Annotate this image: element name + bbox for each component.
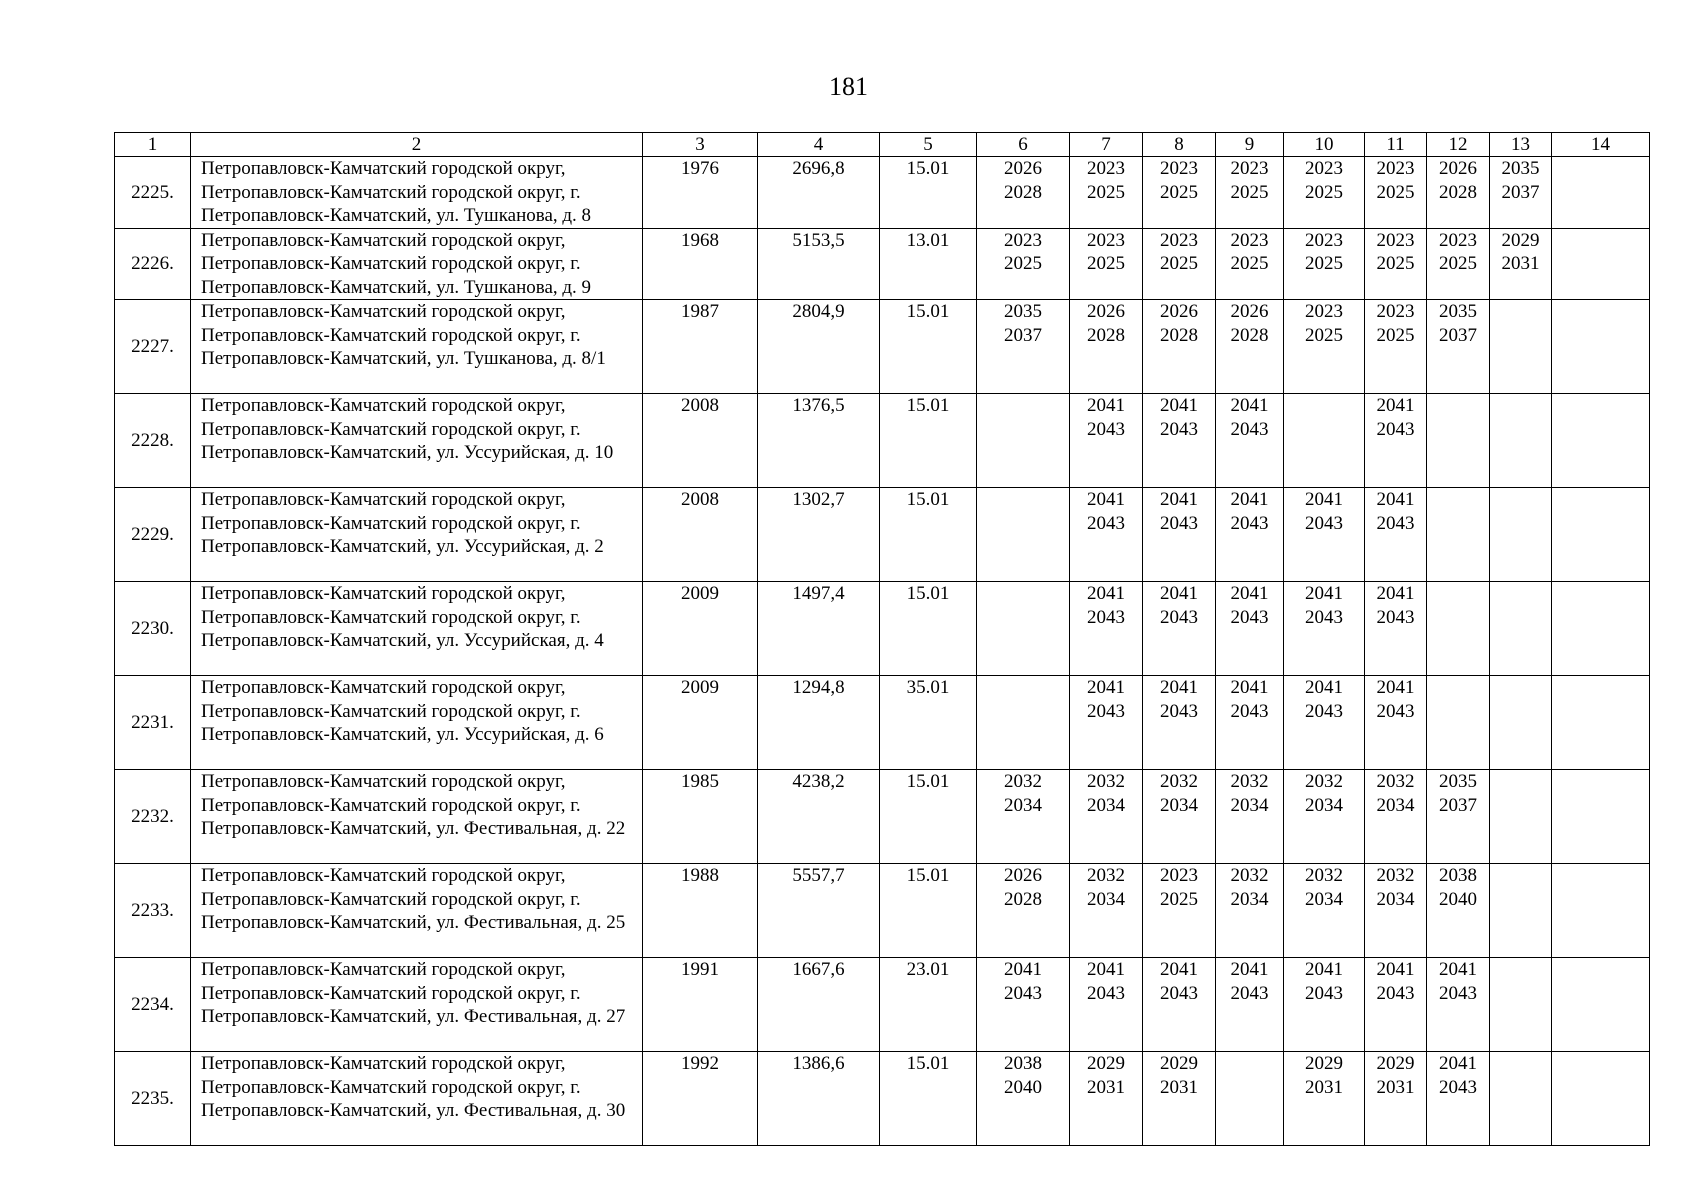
period-cell-11: 2041 2043	[1365, 676, 1427, 770]
area-cell: 1376,5	[758, 394, 880, 488]
registry-table	[114, 132, 1650, 1146]
year-cell: 2009	[643, 582, 758, 676]
period-cell-8: 2023 2025	[1143, 864, 1216, 958]
period-cell-6: 2038 2040	[977, 1052, 1070, 1146]
header-cell: 3	[643, 133, 758, 157]
period-cell-10: 2041 2043	[1284, 958, 1365, 1052]
row-number: 2228.	[115, 394, 191, 488]
row-number: 2235.	[115, 1052, 191, 1146]
address-cell: Петропавловск-Камчатский городской округ, Петропавловск-Камчатский городской округ, г. Петропавловск-Камчатский, ул. Тушканова, д. 9	[191, 228, 643, 300]
header-cell: 7	[1070, 133, 1143, 157]
period-cell-13: 2035 2037	[1490, 157, 1552, 229]
period-cell-6: 2035 2037	[977, 300, 1070, 394]
period-cell-13	[1490, 582, 1552, 676]
period-cell-9: 2032 2034	[1216, 770, 1284, 864]
address-cell: Петропавловск-Камчатский городской округ, Петропавловск-Камчатский городской округ, г. Петропавловск-Камчатский, ул. Тушканова, д. 8/1	[191, 300, 643, 394]
period-cell-9: 2041 2043	[1216, 394, 1284, 488]
year-cell: 2008	[643, 394, 758, 488]
area-cell: 2804,9	[758, 300, 880, 394]
period-cell-14	[1552, 1052, 1650, 1146]
period-cell-8: 2026 2028	[1143, 300, 1216, 394]
period-cell-8: 2041 2043	[1143, 488, 1216, 582]
period-cell-14	[1552, 300, 1650, 394]
header-cell: 11	[1365, 133, 1427, 157]
address-cell: Петропавловск-Камчатский городской округ, Петропавловск-Камчатский городской округ, г. Петропавловск-Камчатский, ул. Уссурийская, д. 2	[191, 488, 643, 582]
area-cell: 1386,6	[758, 1052, 880, 1146]
period-cell-13	[1490, 958, 1552, 1052]
period-cell-9: 2032 2034	[1216, 864, 1284, 958]
period-cell-10: 2032 2034	[1284, 864, 1365, 958]
code-cell: 15.01	[880, 157, 977, 229]
address-cell: Петропавловск-Камчатский городской округ, Петропавловск-Камчатский городской округ, г. Петропавловск-Камчатский, ул. Тушканова, д. 8	[191, 157, 643, 229]
code-cell: 15.01	[880, 394, 977, 488]
header-cell: 4	[758, 133, 880, 157]
header-row	[115, 133, 1650, 157]
table-row	[115, 958, 1650, 1052]
period-cell-7: 2041 2043	[1070, 394, 1143, 488]
period-cell-7: 2032 2034	[1070, 864, 1143, 958]
address-cell: Петропавловск-Камчатский городской округ, Петропавловск-Камчатский городской округ, г. Петропавловск-Камчатский, ул. Фестивальная, д. 22	[191, 770, 643, 864]
row-number: 2233.	[115, 864, 191, 958]
period-cell-11: 2029 2031	[1365, 1052, 1427, 1146]
period-cell-11: 2032 2034	[1365, 770, 1427, 864]
period-cell-11: 2032 2034	[1365, 864, 1427, 958]
period-cell-14	[1552, 488, 1650, 582]
period-cell-10: 2032 2034	[1284, 770, 1365, 864]
header-cell: 8	[1143, 133, 1216, 157]
table-body	[115, 157, 1650, 1146]
period-cell-6	[977, 488, 1070, 582]
period-cell-9: 2023 2025	[1216, 157, 1284, 229]
area-cell: 4238,2	[758, 770, 880, 864]
row-number: 2229.	[115, 488, 191, 582]
code-cell: 15.01	[880, 488, 977, 582]
year-cell: 1985	[643, 770, 758, 864]
period-cell-13	[1490, 770, 1552, 864]
period-cell-8: 2032 2034	[1143, 770, 1216, 864]
period-cell-6: 2032 2034	[977, 770, 1070, 864]
period-cell-11: 2023 2025	[1365, 157, 1427, 229]
table-row	[115, 488, 1650, 582]
period-cell-10: 2023 2025	[1284, 300, 1365, 394]
code-cell: 15.01	[880, 1052, 977, 1146]
period-cell-8: 2029 2031	[1143, 1052, 1216, 1146]
code-cell: 15.01	[880, 864, 977, 958]
period-cell-7: 2026 2028	[1070, 300, 1143, 394]
address-cell: Петропавловск-Камчатский городской округ, Петропавловск-Камчатский городской округ, г. Петропавловск-Камчатский, ул. Фестивальная, д. 30	[191, 1052, 643, 1146]
row-number: 2226.	[115, 228, 191, 300]
area-cell: 1497,4	[758, 582, 880, 676]
table-row	[115, 300, 1650, 394]
code-cell: 15.01	[880, 300, 977, 394]
table-header	[115, 133, 1650, 157]
header-cell: 5	[880, 133, 977, 157]
period-cell-14	[1552, 676, 1650, 770]
period-cell-8: 2023 2025	[1143, 228, 1216, 300]
period-cell-14	[1552, 582, 1650, 676]
period-cell-11: 2023 2025	[1365, 300, 1427, 394]
year-cell: 1976	[643, 157, 758, 229]
period-cell-12: 2035 2037	[1427, 770, 1490, 864]
period-cell-12	[1427, 394, 1490, 488]
code-cell: 15.01	[880, 770, 977, 864]
header-cell: 10	[1284, 133, 1365, 157]
year-cell: 2009	[643, 676, 758, 770]
period-cell-10: 2041 2043	[1284, 582, 1365, 676]
period-cell-10: 2023 2025	[1284, 228, 1365, 300]
period-cell-13	[1490, 394, 1552, 488]
period-cell-12: 2023 2025	[1427, 228, 1490, 300]
table-row	[115, 864, 1650, 958]
period-cell-6	[977, 582, 1070, 676]
header-cell: 13	[1490, 133, 1552, 157]
table-row	[115, 228, 1650, 300]
period-cell-8: 2041 2043	[1143, 676, 1216, 770]
row-number: 2230.	[115, 582, 191, 676]
table-row	[115, 676, 1650, 770]
period-cell-13: 2029 2031	[1490, 228, 1552, 300]
period-cell-12: 2026 2028	[1427, 157, 1490, 229]
period-cell-11: 2041 2043	[1365, 488, 1427, 582]
period-cell-6: 2041 2043	[977, 958, 1070, 1052]
period-cell-7: 2041 2043	[1070, 488, 1143, 582]
period-cell-12	[1427, 488, 1490, 582]
code-cell: 13.01	[880, 228, 977, 300]
year-cell: 1992	[643, 1052, 758, 1146]
period-cell-9: 2023 2025	[1216, 228, 1284, 300]
period-cell-6	[977, 394, 1070, 488]
address-cell: Петропавловск-Камчатский городской округ, Петропавловск-Камчатский городской округ, г. Петропавловск-Камчатский, ул. Уссурийская, д. 10	[191, 394, 643, 488]
address-cell: Петропавловск-Камчатский городской округ, Петропавловск-Камчатский городской округ, г. Петропавловск-Камчатский, ул. Уссурийская, д. 4	[191, 582, 643, 676]
header-cell: 14	[1552, 133, 1650, 157]
area-cell: 5153,5	[758, 228, 880, 300]
period-cell-7: 2023 2025	[1070, 228, 1143, 300]
period-cell-9: 2041 2043	[1216, 582, 1284, 676]
header-cell: 2	[191, 133, 643, 157]
row-number: 2234.	[115, 958, 191, 1052]
period-cell-9: 2041 2043	[1216, 676, 1284, 770]
year-cell: 2008	[643, 488, 758, 582]
period-cell-14	[1552, 394, 1650, 488]
table-row	[115, 394, 1650, 488]
period-cell-9: 2026 2028	[1216, 300, 1284, 394]
period-cell-8: 2041 2043	[1143, 582, 1216, 676]
period-cell-10	[1284, 394, 1365, 488]
period-cell-6: 2026 2028	[977, 864, 1070, 958]
period-cell-14	[1552, 157, 1650, 229]
period-cell-10: 2041 2043	[1284, 488, 1365, 582]
period-cell-12: 2041 2043	[1427, 1052, 1490, 1146]
row-number: 2231.	[115, 676, 191, 770]
address-cell: Петропавловск-Камчатский городской округ, Петропавловск-Камчатский городской округ, г. Петропавловск-Камчатский, ул. Уссурийская, д. 6	[191, 676, 643, 770]
period-cell-13	[1490, 300, 1552, 394]
area-cell: 5557,7	[758, 864, 880, 958]
table-row	[115, 157, 1650, 229]
header-cell: 1	[115, 133, 191, 157]
table-row	[115, 582, 1650, 676]
period-cell-10: 2029 2031	[1284, 1052, 1365, 1146]
period-cell-14	[1552, 958, 1650, 1052]
period-cell-9	[1216, 1052, 1284, 1146]
period-cell-9: 2041 2043	[1216, 488, 1284, 582]
period-cell-11: 2041 2043	[1365, 958, 1427, 1052]
period-cell-13	[1490, 1052, 1552, 1146]
period-cell-12: 2035 2037	[1427, 300, 1490, 394]
period-cell-6: 2026 2028	[977, 157, 1070, 229]
address-cell: Петропавловск-Камчатский городской округ, Петропавловск-Камчатский городской округ, г. Петропавловск-Камчатский, ул. Фестивальная, д. 27	[191, 958, 643, 1052]
period-cell-11: 2041 2043	[1365, 582, 1427, 676]
header-cell: 9	[1216, 133, 1284, 157]
area-cell: 1302,7	[758, 488, 880, 582]
period-cell-7: 2041 2043	[1070, 958, 1143, 1052]
period-cell-7: 2029 2031	[1070, 1052, 1143, 1146]
period-cell-13	[1490, 864, 1552, 958]
table-row	[115, 1052, 1650, 1146]
row-number: 2225.	[115, 157, 191, 229]
year-cell: 1991	[643, 958, 758, 1052]
period-cell-8: 2023 2025	[1143, 157, 1216, 229]
year-cell: 1968	[643, 228, 758, 300]
year-cell: 1988	[643, 864, 758, 958]
year-cell: 1987	[643, 300, 758, 394]
period-cell-6	[977, 676, 1070, 770]
period-cell-10: 2041 2043	[1284, 676, 1365, 770]
area-cell: 1294,8	[758, 676, 880, 770]
code-cell: 15.01	[880, 582, 977, 676]
code-cell: 35.01	[880, 676, 977, 770]
period-cell-11: 2023 2025	[1365, 228, 1427, 300]
row-number: 2232.	[115, 770, 191, 864]
row-number: 2227.	[115, 300, 191, 394]
period-cell-8: 2041 2043	[1143, 394, 1216, 488]
period-cell-7: 2041 2043	[1070, 582, 1143, 676]
period-cell-7: 2023 2025	[1070, 157, 1143, 229]
period-cell-13	[1490, 676, 1552, 770]
period-cell-14	[1552, 228, 1650, 300]
period-cell-12: 2038 2040	[1427, 864, 1490, 958]
period-cell-10: 2023 2025	[1284, 157, 1365, 229]
header-cell: 6	[977, 133, 1070, 157]
header-cell: 12	[1427, 133, 1490, 157]
address-cell: Петропавловск-Камчатский городской округ, Петропавловск-Камчатский городской округ, г. Петропавловск-Камчатский, ул. Фестивальная, д. 25	[191, 864, 643, 958]
period-cell-12	[1427, 676, 1490, 770]
code-cell: 23.01	[880, 958, 977, 1052]
period-cell-7: 2032 2034	[1070, 770, 1143, 864]
period-cell-6: 2023 2025	[977, 228, 1070, 300]
period-cell-8: 2041 2043	[1143, 958, 1216, 1052]
period-cell-12	[1427, 582, 1490, 676]
period-cell-11: 2041 2043	[1365, 394, 1427, 488]
table-row	[115, 770, 1650, 864]
period-cell-7: 2041 2043	[1070, 676, 1143, 770]
period-cell-12: 2041 2043	[1427, 958, 1490, 1052]
area-cell: 2696,8	[758, 157, 880, 229]
period-cell-9: 2041 2043	[1216, 958, 1284, 1052]
period-cell-13	[1490, 488, 1552, 582]
page-number: 181	[829, 72, 868, 101]
area-cell: 1667,6	[758, 958, 880, 1052]
period-cell-14	[1552, 770, 1650, 864]
period-cell-14	[1552, 864, 1650, 958]
